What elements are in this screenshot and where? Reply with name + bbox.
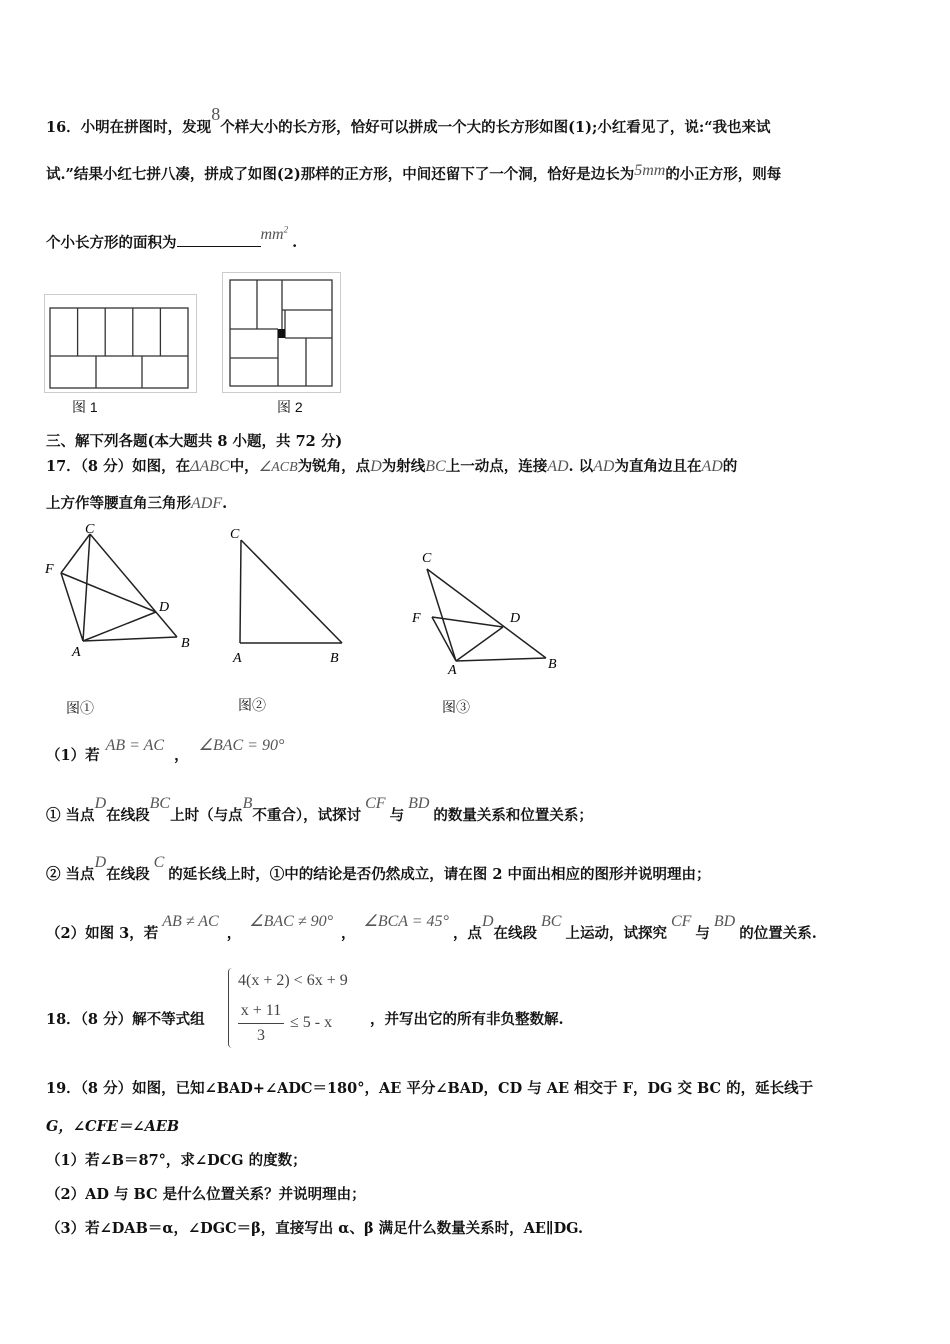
label-F: F	[45, 562, 54, 577]
figure-q17-3	[406, 544, 566, 676]
figure-q17-3-caption: 图③	[442, 699, 470, 715]
inequality-1: 4(x + 2) < 6x + 9	[238, 972, 348, 989]
section-title: 三、解下列各题(本大题共 8 小题，共 72 分)	[46, 433, 343, 450]
figure-1	[44, 294, 198, 394]
label-B: B	[548, 657, 557, 672]
label-C: C	[422, 551, 432, 566]
figure-2	[222, 272, 342, 394]
label-D: D	[510, 611, 521, 626]
q16-line1: 16．小明在拼图时，发现8个样大小的长方形，恰好可以拼成一个大的长方形如图(1);小红看见了，说:“我也来试	[46, 104, 771, 136]
fraction-numerator: x + 11	[240, 1002, 282, 1019]
figure-q17-2	[226, 518, 356, 666]
inequality-2-rhs: ≤ 5 - x	[290, 1014, 333, 1031]
fraction-bar	[238, 1023, 284, 1024]
q17-part2: （2）如图 3，若AB ≠ AC，∠BAC ≠ 90°，∠BCA = 45°，点D在线段BC上运动，试探究CF与BD的位置关系.	[46, 913, 817, 942]
answer-blank[interactable]	[177, 232, 261, 247]
q18-prefix: 18．（8 分）解不等式组	[46, 1011, 205, 1028]
label-A: A	[233, 651, 242, 666]
label-B: B	[181, 636, 190, 651]
label-D: D	[159, 600, 170, 615]
q19-part3: （3）若∠DAB＝α，∠DGC＝β，直接写出 α、β 满足什么数量关系时，AE∥DG.	[46, 1220, 584, 1237]
q19-line2: G，∠CFE＝∠AEB	[46, 1118, 180, 1135]
q18-suffix: ，并写出它的所有非负整数解.	[370, 1011, 564, 1028]
q16-line2: 试.”结果小红七拼八凑，拼成了如图(2)那样的正方形，中间还留下了一个洞，恰好是边长为5mm的小正方形，则每	[46, 162, 782, 183]
q17-line2: 上方作等腰直角三角形ADF.	[46, 495, 228, 512]
hole-square	[278, 329, 285, 338]
q16-line3: 个小长方形的面积为 $mm^2$.	[46, 225, 298, 252]
figure-2-caption: 图 2	[277, 399, 303, 415]
q17-part1b: ② 当点D在线段C的延长线上时，①中的结论是否仍然成立，请在图 2 中面出相应的图形并说明理由；	[46, 854, 711, 883]
math-mm2: $mm^2$	[260, 225, 289, 244]
label-C: C	[230, 527, 240, 542]
label-A: A	[448, 663, 457, 678]
q19-part1: （1）若∠B＝87°，求∠DCG 的度数；	[46, 1152, 307, 1169]
figure-q17-1	[40, 518, 210, 658]
q19-part2: （2）AD 与 BC 是什么位置关系？并说明理由；	[46, 1186, 366, 1203]
q17-part1: （1）若AB = AC，∠BAC = 90°	[46, 737, 285, 764]
label-C: C	[85, 522, 95, 537]
label-F: F	[412, 611, 421, 626]
label-A: A	[72, 645, 81, 660]
label-B: B	[330, 651, 339, 666]
q17-line1: 17．（8 分）如图，在ΔABC中，∠ACB为锐角，点D为射线BC上一动点，连接AD. 以AD为直角边且在AD的	[46, 458, 738, 475]
math-5mm: 5mm	[634, 162, 666, 179]
fraction-denominator: 3	[257, 1027, 265, 1044]
q17-part1a: ① 当点D在线段BC上时（与点B不重合），试探讨CF与BD的数量关系和位置关系；	[46, 795, 593, 824]
figure-1-caption: 图 1	[72, 399, 98, 415]
q19-line1: 19．（8 分）如图，已知∠BAD+∠ADC＝180°，AE 平分∠BAD，CD 与 AE 相交于 F，DG 交 BC 的，延长线于	[46, 1080, 814, 1097]
figure-q17-2-caption: 图②	[238, 697, 266, 713]
figure-q17-1-caption: 图①	[66, 700, 94, 716]
math-8: 8	[211, 104, 221, 124]
